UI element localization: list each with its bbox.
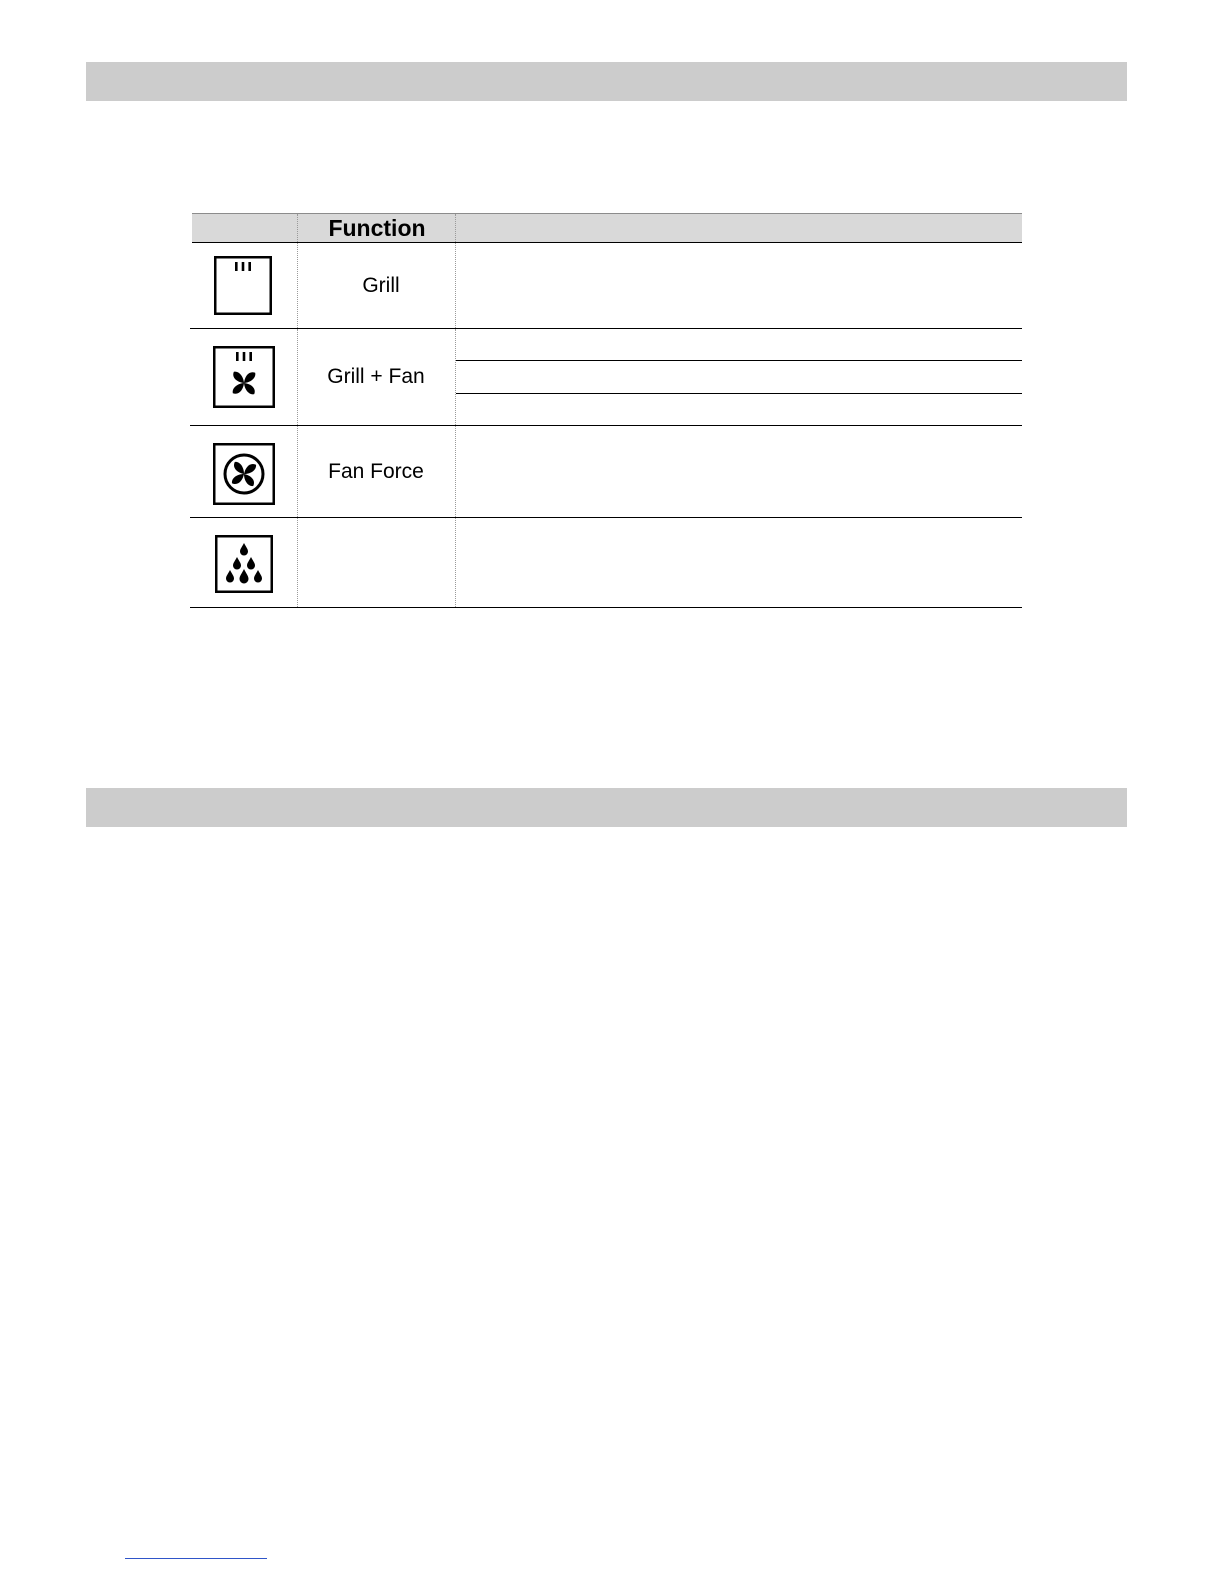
icon-cell bbox=[190, 426, 296, 517]
sub-row-divider bbox=[456, 360, 1022, 361]
table-row bbox=[190, 426, 1022, 518]
table-header-row bbox=[192, 213, 1022, 243]
defrost-icon bbox=[215, 535, 273, 593]
grill-fan-icon bbox=[213, 346, 275, 408]
section-header-bar bbox=[86, 788, 1127, 827]
column-divider bbox=[455, 518, 456, 607]
table-row bbox=[190, 243, 1022, 329]
icon-cell bbox=[190, 243, 296, 328]
table-row bbox=[190, 518, 1022, 608]
column-divider bbox=[455, 426, 456, 517]
function-column-header: Function bbox=[328, 215, 426, 241]
function-label: Grill bbox=[362, 273, 400, 297]
function-label: Grill + Fan bbox=[327, 365, 425, 388]
footer-link-underline[interactable] bbox=[125, 1558, 267, 1559]
grill-icon bbox=[214, 256, 272, 315]
icon-cell bbox=[190, 329, 296, 425]
section-header-bar bbox=[86, 62, 1127, 101]
icon-cell bbox=[190, 518, 296, 607]
column-divider bbox=[455, 329, 456, 425]
column-divider bbox=[455, 243, 456, 328]
function-label: Fan Force bbox=[328, 459, 424, 483]
fan-force-icon bbox=[213, 443, 275, 505]
sub-row-divider bbox=[456, 393, 1022, 394]
table-row bbox=[190, 329, 1022, 426]
function-label bbox=[297, 518, 455, 607]
